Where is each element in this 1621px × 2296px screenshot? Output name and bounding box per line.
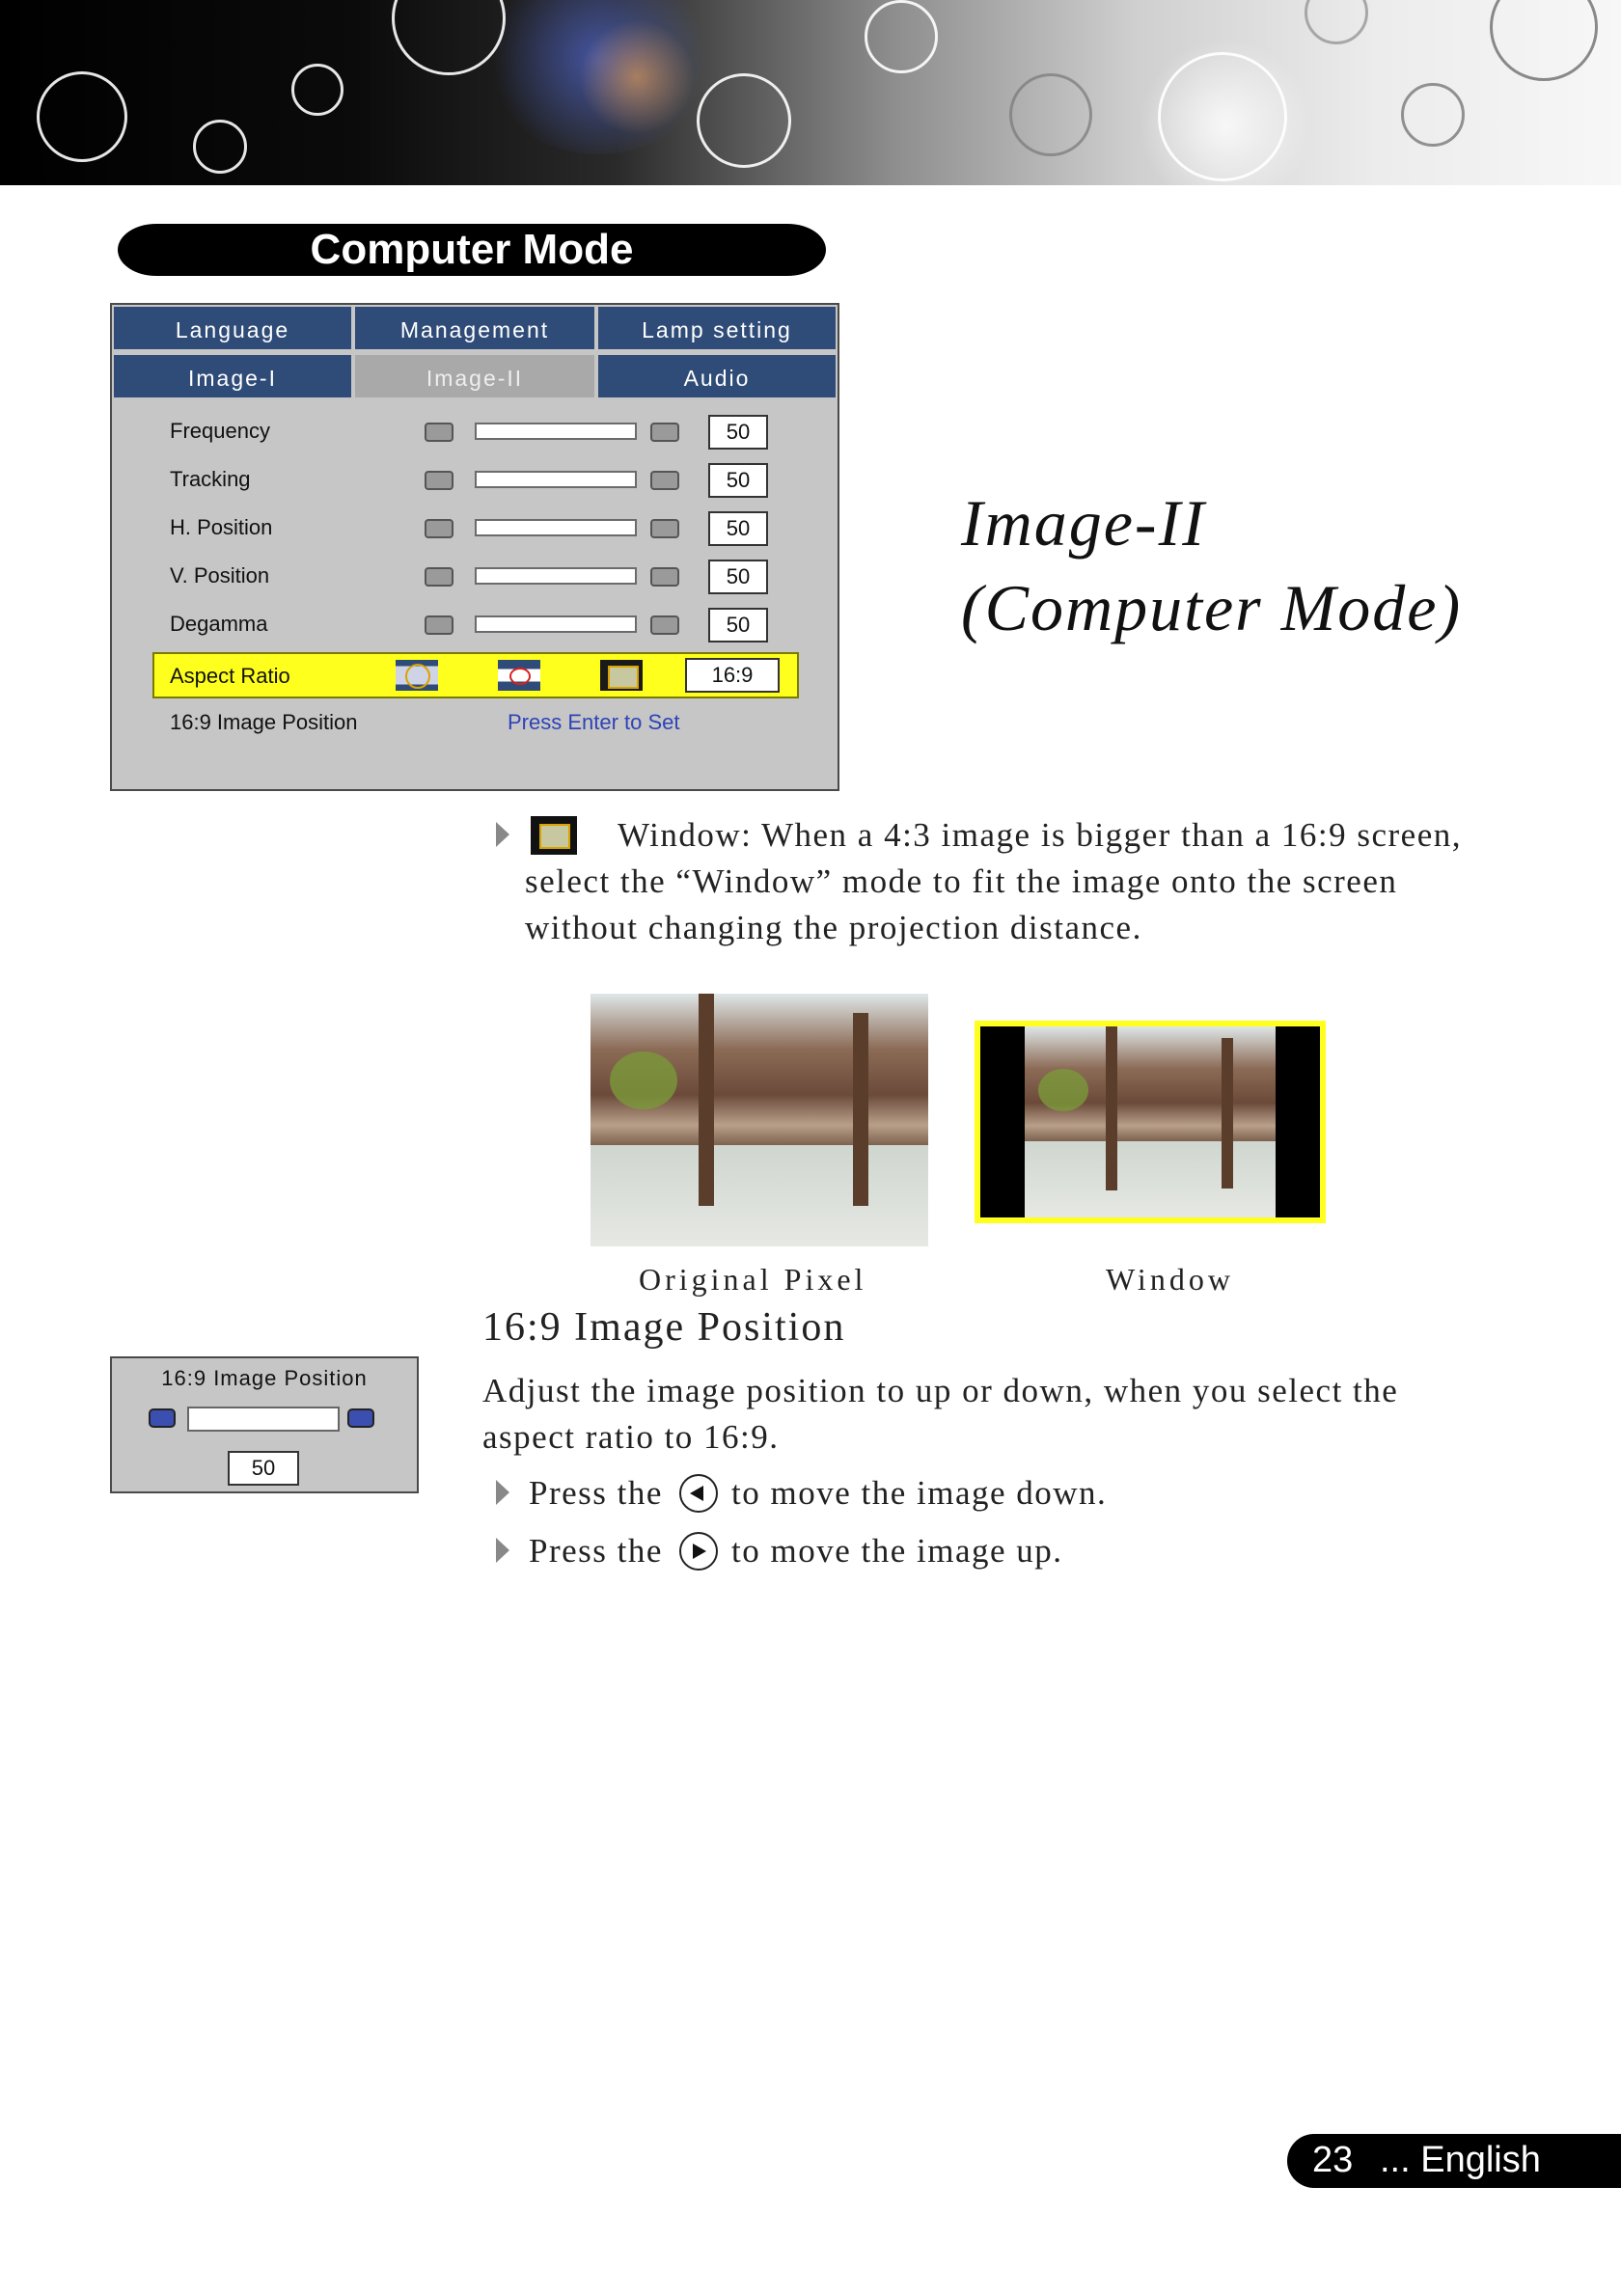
v-position-slider[interactable] [475,567,637,585]
bullet-icon [496,822,509,847]
section-title [961,480,1579,650]
frequency-label: Frequency [170,419,270,443]
image-position-value: 50 [228,1451,299,1486]
h-position-left-icon[interactable] [425,519,453,538]
original-pixel-photo [591,994,928,1246]
image-position-label: 16:9 Image Position [170,710,358,734]
bullet2-text-post: to move the image up. [731,1532,1063,1570]
tracking-slider[interactable] [475,471,637,488]
window-photo [1025,1026,1276,1217]
tab-image-i[interactable]: Image-I [112,353,353,399]
h-position-slider[interactable] [475,519,637,536]
degamma-value: 50 [708,608,768,642]
tab-lamp-setting[interactable]: Lamp setting [596,305,838,351]
frequency-value: 50 [708,415,768,450]
window-desc-line1: Window: When a 4:3 image is bigger than a 16:9 screen, [618,816,1462,854]
degamma-label: Degamma [170,612,268,636]
bullet1-text-post: to move the image down. [731,1474,1108,1512]
tracking-value: 50 [708,463,768,498]
image-position-desc-line1: Adjust the image position to up or down, when you select the [482,1372,1399,1409]
section-title-line2: (Computer Mode) [961,571,1463,644]
language-label: ... English [1380,2140,1541,2180]
move-up-icon[interactable] [347,1408,374,1428]
left-arrow-button-icon [679,1474,718,1513]
press-enter-hint: Press Enter to Set [508,710,680,734]
h-position-value: 50 [708,511,768,546]
aspect-ratio-row[interactable] [152,652,799,698]
window-photo-frame [975,1021,1326,1223]
caption-window: Window [1106,1262,1234,1297]
h-position-right-icon[interactable] [650,519,679,538]
v-position-up-icon[interactable] [650,567,679,587]
degamma-increase-icon[interactable] [650,615,679,635]
image-position-panel-title: 16:9 Image Position [161,1366,368,1390]
bullet-icon [496,1480,509,1505]
aspect-ratio-label: Aspect Ratio [170,664,290,688]
page-number: 23 [1312,2140,1354,2180]
window-desc-line2: select the “Window” mode to fit the image onto the screen [525,862,1398,900]
window-desc-line3: without changing the projection distance. [525,909,1142,946]
aspect-ratio-value: 16:9 [685,658,780,693]
move-down-icon[interactable] [149,1408,176,1428]
frequency-increase-icon[interactable] [650,423,679,442]
v-position-label: V. Position [170,563,270,588]
tracking-label: Tracking [170,467,251,491]
degamma-decrease-icon[interactable] [425,615,453,635]
image-position-desc-line2: aspect ratio to 16:9. [482,1418,780,1456]
window-mode-icon [531,816,577,855]
image-position-heading: 16:9 Image Position [482,1305,846,1350]
v-position-value: 50 [708,560,768,594]
tracking-decrease-icon[interactable] [425,471,453,490]
tab-language[interactable]: Language [112,305,353,351]
aspect-4-3-icon[interactable] [396,660,438,691]
degamma-slider[interactable] [475,615,637,633]
tab-audio[interactable]: Audio [596,353,838,399]
image-position-slider[interactable] [187,1407,340,1432]
osd-menu [110,303,839,791]
right-arrow-button-icon [679,1532,718,1571]
footer-page-bar [1287,2134,1621,2188]
bullet1-text-pre: Press the [529,1474,663,1512]
tab-image-ii[interactable]: Image-II [353,353,596,399]
bullet2-text-pre: Press the [529,1532,663,1570]
aspect-window-icon[interactable] [600,660,643,691]
tab-management[interactable]: Management [353,305,596,351]
frequency-slider[interactable] [475,423,637,440]
bullet-icon [496,1538,509,1563]
tracking-increase-icon[interactable] [650,471,679,490]
computer-mode-title: Computer Mode [118,224,826,276]
section-title-line1: Image-II [961,486,1206,560]
frequency-decrease-icon[interactable] [425,423,453,442]
header-banner [0,0,1621,185]
caption-original-pixel: Original Pixel [639,1262,867,1297]
h-position-label: H. Position [170,515,273,539]
image-position-panel [110,1356,419,1493]
aspect-16-9-icon[interactable] [498,660,540,691]
v-position-down-icon[interactable] [425,567,453,587]
